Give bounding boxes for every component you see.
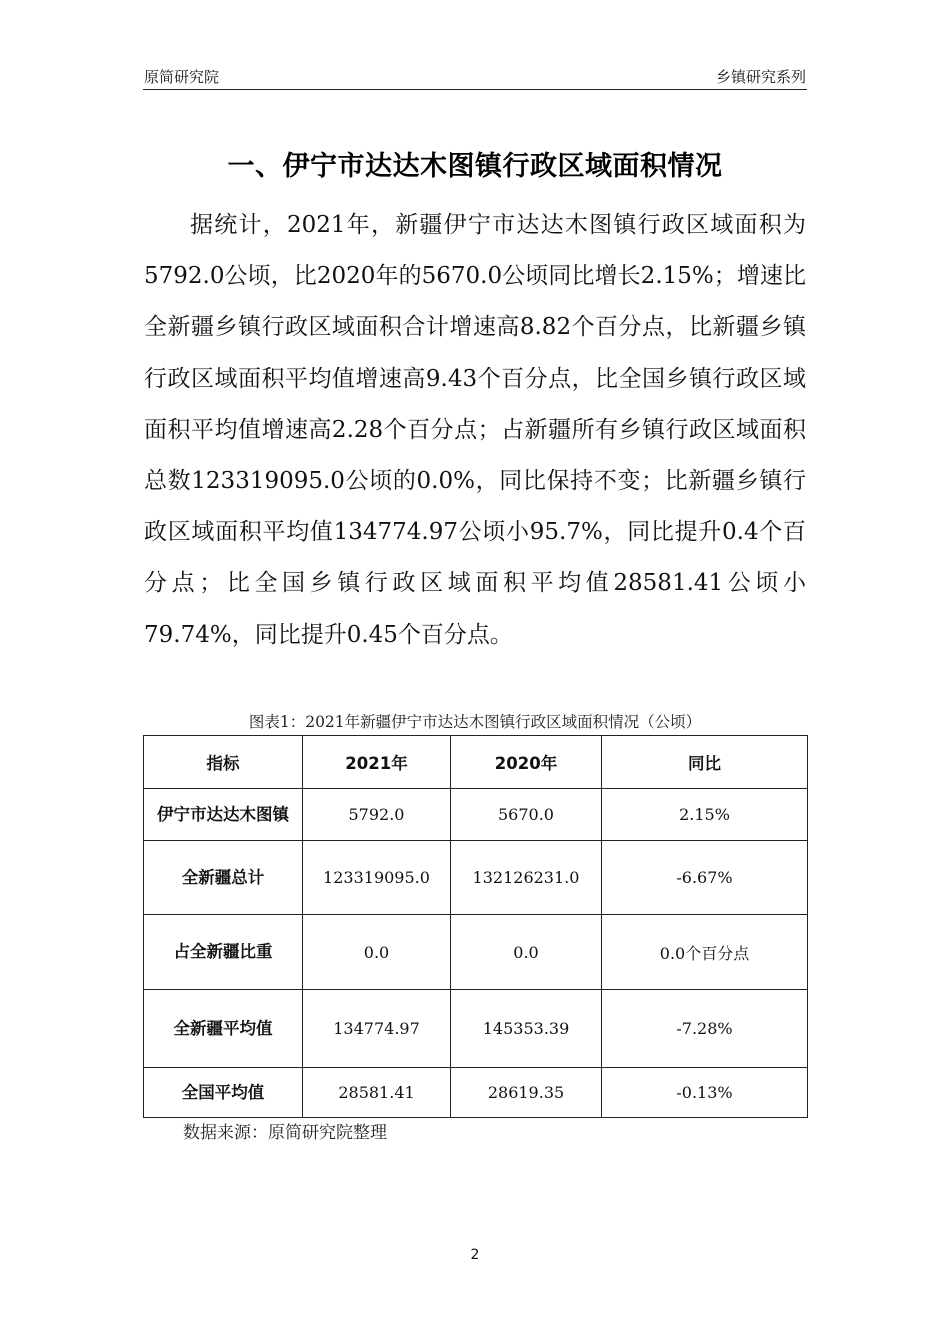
cell-2021: 5792.0 (303, 789, 451, 841)
section-title: 一、伊宁市达达木图镇行政区域面积情况 (227, 151, 723, 182)
table-row (144, 915, 808, 990)
table-row (144, 990, 808, 1068)
row-label: 全新疆平均值 (144, 990, 303, 1068)
row-label: 占全新疆比重 (144, 915, 303, 990)
cell-yoy: -6.67% (602, 841, 808, 915)
header-cell-yoy: 同比 (602, 736, 808, 789)
cell-yoy: 0.0个百分点 (602, 915, 808, 990)
cell-yoy: 2.15% (602, 789, 808, 841)
cell-2020: 28619.35 (451, 1068, 602, 1118)
table-row (144, 841, 808, 915)
area-table (143, 735, 808, 1118)
table-caption: 图表1：2021年新疆伊宁市达达木图镇行政区域面积情况（公顷） (248, 713, 702, 731)
table-row (144, 789, 808, 841)
table-header-row (144, 736, 808, 789)
header-series: 乡镇研究系列 (715, 68, 806, 86)
row-label: 全新疆总计 (144, 841, 303, 915)
header-cell-2021: 2021年 (303, 736, 451, 789)
header-cell-2020: 2020年 (451, 736, 602, 789)
table-row (144, 1068, 808, 1118)
cell-2021: 123319095.0 (303, 841, 451, 915)
cell-2020: 132126231.0 (451, 841, 602, 915)
header-organization: 原简研究院 (144, 68, 220, 86)
row-label: 全国平均值 (144, 1068, 303, 1118)
header-divider (143, 89, 807, 90)
cell-2020: 145353.39 (451, 990, 602, 1068)
cell-2021: 0.0 (303, 915, 451, 990)
page-number: 2 (470, 1247, 480, 1263)
cell-2021: 134774.97 (303, 990, 451, 1068)
header-cell-indicator: 指标 (144, 736, 303, 789)
data-source-note: 数据来源：原简研究院整理 (183, 1123, 387, 1143)
cell-2020: 0.0 (451, 915, 602, 990)
cell-2020: 5670.0 (451, 789, 602, 841)
cell-yoy: -0.13% (602, 1068, 808, 1118)
row-label: 伊宁市达达木图镇 (144, 789, 303, 841)
body-paragraph: 据统计，2021年，新疆伊宁市达达木图镇行政区域面积为5792.0公顷，比2020年的5670.0公顷同比增长2.15%；增速比全新疆乡镇行政区域面积合计增速高8.82个百分点，比新疆乡镇行政区域面积平均值增速高9.43个百分点，比全国乡镇行政区域面积平均值增速高2.28个百分点；占新疆所有乡镇行政区域面积总数123319095.0公顷的0.0%，同比保持不变；比新疆乡镇行政区域面积平均值134774.97公顷小95.7%，同比提升0.4个百分点；比全国乡镇行政区域面积平均值28581.41公顷小79.74%，同比提升0.45个百分点。 (144, 212, 806, 648)
cell-2021: 28581.41 (303, 1068, 451, 1118)
cell-yoy: -7.28% (602, 990, 808, 1068)
